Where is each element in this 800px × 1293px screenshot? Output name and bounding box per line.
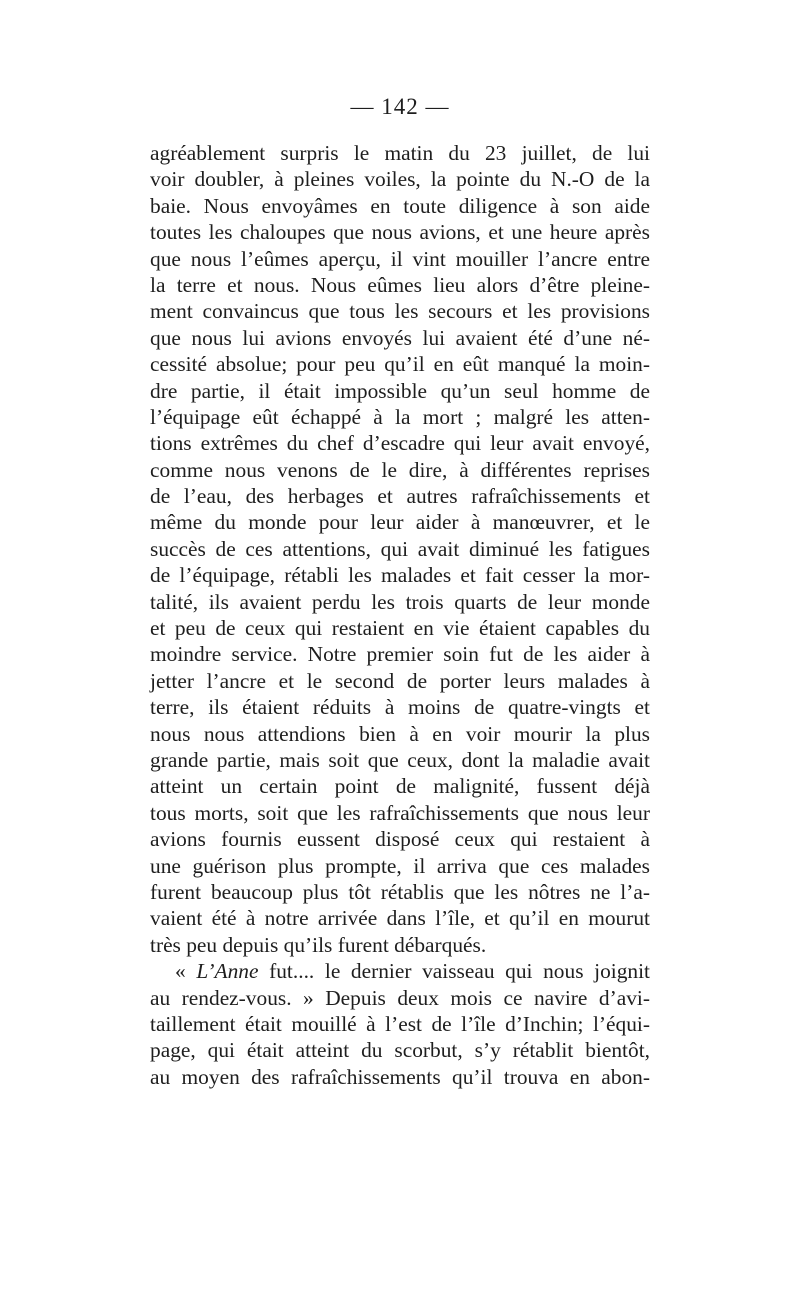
text-line: une guérison plus prompte, il arriva que ces malades (150, 853, 650, 878)
text-line: atteint un certain point de malignité, fussent déjà (150, 774, 650, 799)
text-line: l’équipage eût échappé à la mort ; malgré les atten- (150, 404, 650, 429)
open-quote: « (175, 959, 197, 984)
paragraph-2 (150, 958, 650, 1090)
text-line: avions fournis eussent disposé ceux qui restaient à (150, 827, 650, 852)
body-text (150, 140, 650, 1090)
text-line: tous morts, soit que les rafraîchissements que nous leur (150, 800, 650, 825)
text-line: cessité absolue; pour peu qu’il en eût manqué la moin- (150, 352, 650, 377)
text-line: de l’eau, des herbages et autres rafraîchissements et (150, 484, 650, 509)
text-line: toutes les chaloupes que nous avions, et une heure après (150, 220, 650, 245)
text-line: comme nous venons de le dire, à différentes reprises (150, 457, 650, 482)
text-line: terre, ils étaient réduits à moins de quatre-vingts et (150, 695, 650, 720)
text-line: que nous lui avions envoyés lui avaient été d’une né- (150, 325, 650, 350)
line-rest: fut.... le dernier vaisseau qui nous joignit (258, 959, 650, 984)
text-line: au rendez-vous. » Depuis deux mois ce navire d’avi- (150, 985, 650, 1010)
text-line: et peu de ceux qui restaient en vie étaient capables du (150, 616, 650, 641)
text-line: jetter l’ancre et le second de porter leurs malades à (150, 668, 650, 693)
text-line: voir doubler, à pleines voiles, la pointe du N.-O de la (150, 167, 650, 192)
text-line: talité, ils avaient perdu les trois quarts de leur monde (150, 589, 650, 614)
text-line: dre partie, il était impossible qu’un seul homme de (150, 378, 650, 403)
text-line: très peu depuis qu’ils furent débarqués. (150, 932, 487, 957)
text-line: taillement était mouillé à l’est de l’île d’Inchin; l’équi- (150, 1011, 650, 1036)
text-line: nous nous attendions bien à en voir mourir la plus (150, 721, 650, 746)
text-line (150, 958, 650, 984)
text-line: page, qui était atteint du scorbut, s’y rétablit bientôt, (150, 1038, 650, 1063)
text-line: que nous l’eûmes aperçu, il vint mouiller l’ancre entre (150, 246, 650, 271)
text-line: la terre et nous. Nous eûmes lieu alors d’être pleine- (150, 272, 650, 297)
text-line: agréablement surpris le matin du 23 juillet, de lui (150, 141, 650, 165)
text-line: grande partie, mais soit que ceux, dont la maladie avait (150, 747, 650, 772)
text-line: succès de ces attentions, qui avait diminué les fatigues (150, 536, 650, 561)
text-line: moindre service. Notre premier soin fut de les aider à (150, 642, 650, 667)
text-line: de l’équipage, rétabli les malades et fait cesser la mor- (150, 563, 650, 588)
text-line: baie. Nous envoyâmes en toute diligence à son aide (150, 193, 650, 218)
text-line: ment convaincus que tous les secours et les provisions (150, 299, 650, 324)
paragraph-1 (150, 140, 650, 958)
text-line: tions extrêmes du chef d’escadre qui leur avait envoyé, (150, 431, 650, 456)
page-number: — 142 — (350, 94, 450, 119)
text-line: furent beaucoup plus tôt rétablis que les nôtres ne l’a- (150, 879, 650, 904)
text-line: au moyen des rafraîchissements qu’il trouva en abon- (150, 1064, 650, 1089)
text-line: vaient été à notre arrivée dans l’île, et qu’il en mourut (150, 906, 650, 931)
text-line: même du monde pour leur aider à manœuvrer, et le (150, 510, 650, 535)
ship-name: L’Anne (196, 959, 259, 984)
